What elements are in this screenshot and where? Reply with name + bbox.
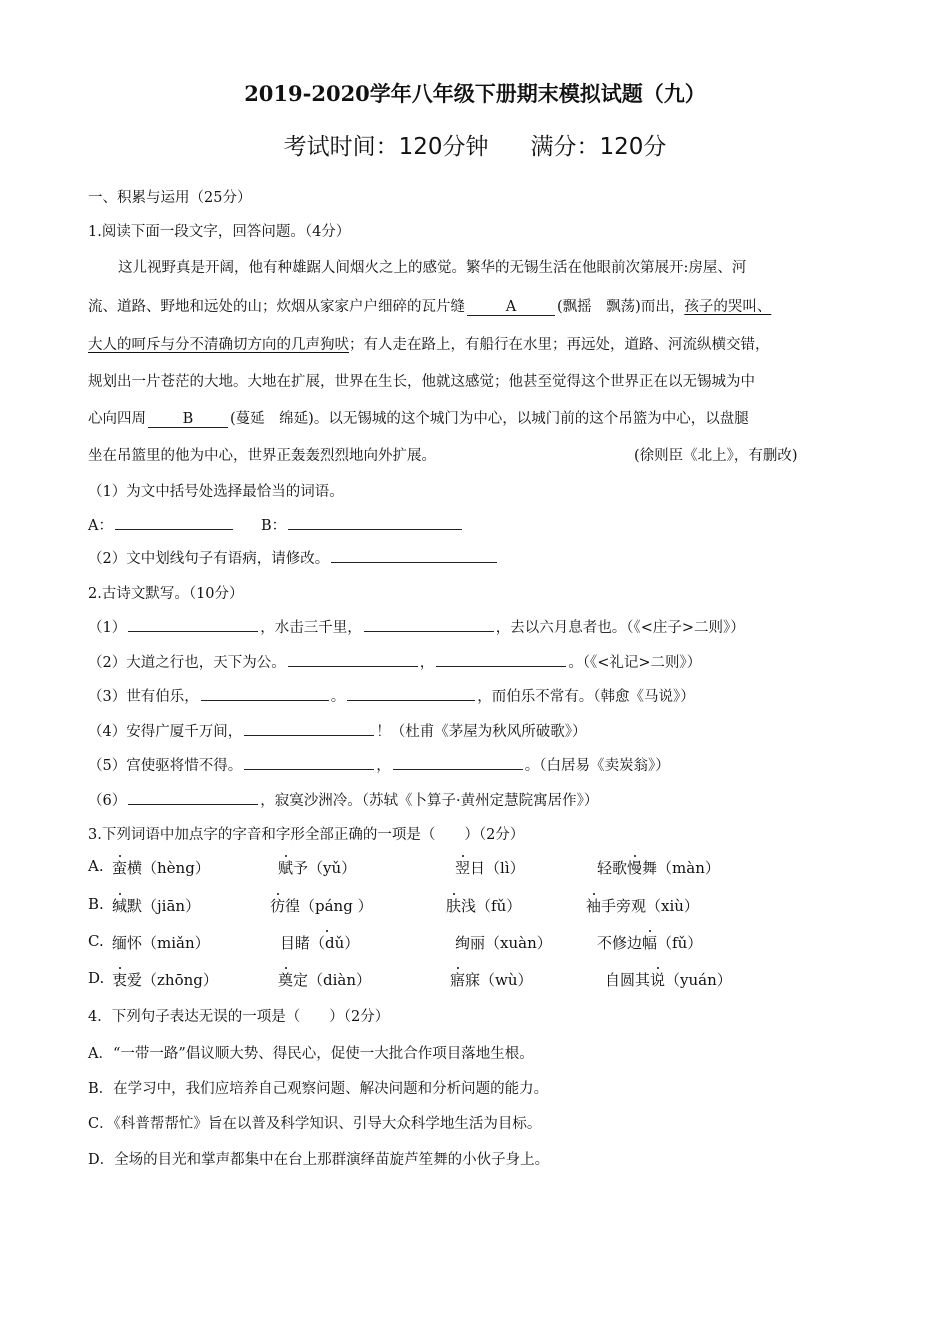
q2-line4: （4）安得广厦千万间， ！（杜甫《茅屋为秋风所破歌》） [88,720,586,741]
q3-option-b-word3: 肤浅（fǔ） [446,897,522,915]
exam-title: 2019-2020学年八年级下册期末模拟试题（九） [244,81,706,106]
q1-answer-a-field[interactable] [115,515,233,530]
q3-option-c-letter[interactable]: C. [88,932,104,950]
q4-option-c[interactable]: C．《科普帮帮忙》旨在以普及科学知识、引导大众科学地生活为目标。 [88,1116,542,1132]
q3-option-a-word4: 轻歌慢舞（màn） [597,859,720,877]
q1-underlined-sentence-start: 孩子的哭叫、 [684,299,772,315]
q4-option-b[interactable]: B．在学习中，我们应培养自己观察问题、解决问题和分析问题的能力。 [88,1081,549,1097]
q3-option-b-word4: 袖手旁观（xiù） [586,897,699,915]
q3-option-d-word2: 奠定（diàn） [278,971,372,989]
q3-option-a-letter[interactable]: A. [88,857,104,875]
q2-blank[interactable] [364,617,494,632]
q1-blank-a[interactable]: A [467,299,555,316]
q3-option-c-word1: 缅怀（miǎn） [112,934,210,952]
q3-option-c-word2: 目睹（dǔ） [280,934,360,952]
q2-blank[interactable] [436,652,566,667]
q1-sub2: （2）文中划线句子有语病，请修改。 [88,547,499,568]
q1-answer-a-label: A： [88,518,113,534]
q2-blank[interactable] [393,755,523,770]
exam-full-score: 满分：120分 [530,134,667,160]
q3-option-b-word2: 彷徨（páng ） [270,897,373,915]
q1-sub1: （1）为文中括号处选择最恰当的词语。 [88,484,344,500]
q3-option-c-word4: 不修边幅（fǔ） [597,934,703,952]
q1-title: 1.阅读下面一段文字，回答问题。（4分） [88,224,351,240]
q3-option-b-letter[interactable]: B. [88,895,104,913]
q1-passage-line1: 这儿视野真是开阔，他有种雄踞人间烟火之上的感觉。繁华的无锡生活在他眼前次第展开:房屋、河 [118,260,747,276]
q1-passage-line6: 坐在吊篮里的他为中心，世界正轰轰烈烈地向外扩展。 [88,448,436,464]
q3-option-c-word3: 绚丽（xuàn） [455,934,552,952]
q4-title: 4．下列句子表达无误的一项是（ ）（2分） [88,1009,390,1025]
q2-line6: （6） ，寂寞沙洲冷。（苏轼《卜算子·黄州定慧院寓居作》） [88,789,598,810]
q2-line1: （1） ，水击三千里， ，去以六月息者也。（《<庄子>二则》） [88,616,745,637]
q1-underlined-sentence-end: 大人的呵斥与分不清确切方向的几声狗吠 [88,337,349,353]
exam-subtitle [0,128,950,161]
q3-option-a-word3: 翌日（lì） [455,859,525,877]
q1-passage-line4: 规划出一片苍茫的大地。大地在扩展，世界在生长，他就这感觉；他甚至觉得这个世界正在以无锡城为中 [88,374,755,390]
q1-answer-b-field[interactable] [288,515,462,530]
q1-blank-b[interactable]: B [148,411,228,428]
q2-blank[interactable] [128,790,258,805]
q3-option-d-word3: 寤寐（wù） [450,971,533,989]
q3-title: 3.下列词语中加点字的字音和字形全部正确的一项是（ ）（2分） [88,827,525,843]
q2-blank[interactable] [347,686,475,701]
q3-option-d-letter[interactable]: D. [88,969,105,987]
q1-correction-field[interactable] [331,548,497,563]
q3-option-d-word4: 自圆其说（yuán） [605,971,732,989]
q4-option-d[interactable]: D．全场的目光和掌声都集中在台上那群演绎苗旋芦笙舞的小伙子身上。 [88,1152,550,1168]
q3-option-a-word2: 赋予（yǔ） [278,859,357,877]
q1-passage-line3: 大人的呵斥与分不清确切方向的几声狗吠；有人走在路上，有船行在水里；再远处，道路、河流纵横交错， [88,337,770,353]
q2-blank[interactable] [244,721,374,736]
section-heading: 一、积累与运用（25分） [88,190,252,206]
q2-blank[interactable] [128,617,258,632]
q1-passage-line5: 心向四周 B (蔓延 绵延)。以无锡城的这个城门为中心，以城门前的这个吊篮为中心，以盘腿 [88,411,749,427]
q2-line5: （5）宫使驱将惜不得。 ， 。（白居易《卖炭翁》） [88,754,670,775]
q3-option-b-word1: 缄默（jiān） [112,897,201,915]
q1-passage-line2: 流、道路、野地和远处的山；炊烟从家家户户细碎的瓦片缝 A (飘摇 飘荡)而出，孩子的哭叫、 [88,299,772,315]
q1-answer-row [88,514,464,535]
q2-blank[interactable] [244,755,374,770]
q3-option-d-word1: 衷爱（zhōng） [112,971,218,989]
q1-answer-b-label: B： [260,518,287,534]
q2-line2: （2）大道之行也，天下为公。 ， 。（《<礼记>二则》） [88,651,701,672]
q2-line3: （3）世有伯乐， 。 ，而伯乐不常有。（韩愈《马说》） [88,685,695,706]
q4-option-a[interactable]: A．“一带一路”倡议顺大势、得民心，促使一大批合作项目落地生根。 [88,1046,534,1062]
q2-blank[interactable] [288,652,418,667]
q2-title: 2.古诗文默写。（10分） [88,586,244,602]
q1-source: (徐则臣《北上》，有删改) [634,448,798,464]
q3-option-a-word1: 蛮横（hèng） [112,859,210,877]
q2-blank[interactable] [201,686,329,701]
exam-time: 考试时间：120分钟 [283,134,489,160]
